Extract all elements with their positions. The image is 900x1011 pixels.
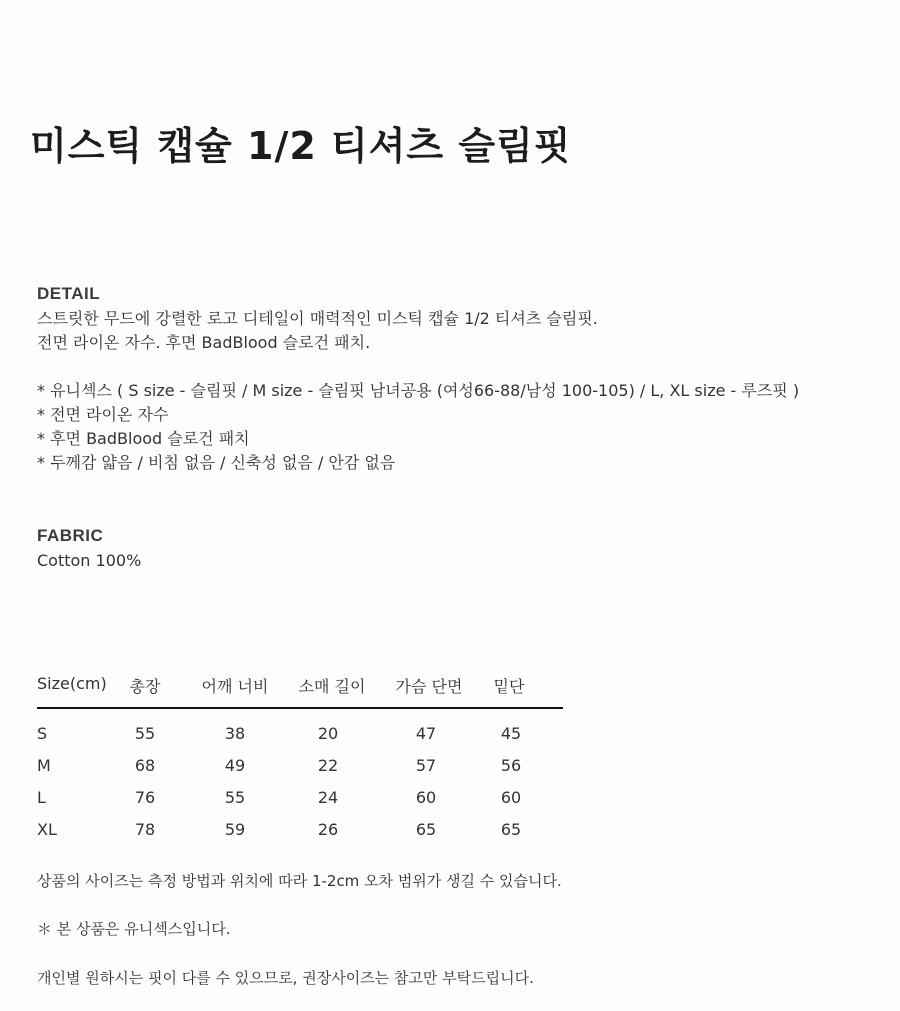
table-cell: 76 <box>134 788 156 807</box>
table-cell: 22 <box>317 756 339 775</box>
fit-note: 개인별 원하시는 핏이 다를 수 있으므로, 권장사이즈는 참고만 부탁드립니다. <box>37 969 534 987</box>
unisex-note: ＊ 본 상품은 유니섹스입니다. <box>37 920 231 938</box>
table-cell: 60 <box>415 788 437 807</box>
table-cell: M <box>37 756 51 775</box>
table-cell: 59 <box>224 820 246 839</box>
table-cell: 26 <box>317 820 339 839</box>
header-divider <box>37 707 563 709</box>
detail-bullet: * 유니섹스 ( S size - 슬림핏 / M size - 슬림핏 남녀공용 (여성66-88/남성 100-105) / L, XL size - 루즈핏 ) <box>37 381 800 400</box>
table-cell: 20 <box>317 724 339 743</box>
size-table-header <box>37 674 563 702</box>
header-cell-chest: 가슴 단면 <box>395 677 463 696</box>
table-cell: 49 <box>224 756 246 775</box>
table-cell: L <box>37 788 46 807</box>
table-row <box>37 820 563 848</box>
table-cell: 65 <box>415 820 437 839</box>
size-table <box>37 674 563 839</box>
detail-line: 전면 라이온 자수. 후면 BadBlood 슬로건 패치. <box>37 333 371 352</box>
table-cell: 57 <box>415 756 437 775</box>
header-cell-size: Size(cm) <box>37 674 107 693</box>
table-cell: 78 <box>134 820 156 839</box>
table-cell: 45 <box>500 724 522 743</box>
product-title: 미스틱 캡슐 1/2 티셔츠 슬림핏 <box>30 124 572 168</box>
table-cell: 68 <box>134 756 156 775</box>
detail-heading: DETAIL <box>37 284 101 303</box>
table-cell: S <box>37 724 48 743</box>
table-cell: 56 <box>500 756 522 775</box>
detail-bullet: * 후면 BadBlood 슬로건 패치 <box>37 429 250 448</box>
table-cell: 65 <box>500 820 522 839</box>
table-row <box>37 756 563 784</box>
table-cell: 55 <box>224 788 246 807</box>
table-row <box>37 788 563 816</box>
detail-bullet: * 두께감 얇음 / 비침 없음 / 신축성 없음 / 안감 없음 <box>37 453 396 472</box>
table-row <box>37 724 563 752</box>
header-cell-sleeve: 소매 길이 <box>298 677 366 696</box>
fabric-value: Cotton 100% <box>37 551 142 570</box>
fabric-heading: FABRIC <box>37 526 104 545</box>
table-cell: 60 <box>500 788 522 807</box>
size-note: 상품의 사이즈는 측정 방법과 위치에 따라 1-2cm 오차 범위가 생길 수 있습니다. <box>37 872 562 890</box>
detail-bullet: * 전면 라이온 자수 <box>37 405 169 424</box>
header-cell-length: 총장 <box>129 677 161 696</box>
table-cell: 24 <box>317 788 339 807</box>
table-cell: 47 <box>415 724 437 743</box>
header-cell-shoulder: 어깨 너비 <box>201 677 269 696</box>
table-cell: 38 <box>224 724 246 743</box>
header-cell-hem: 밑단 <box>493 677 525 696</box>
table-cell: XL <box>37 820 57 839</box>
detail-line: 스트릿한 무드에 강렬한 로고 디테일이 매력적인 미스틱 캡슐 1/2 티셔츠 슬림핏. <box>37 309 598 328</box>
table-cell: 55 <box>134 724 156 743</box>
